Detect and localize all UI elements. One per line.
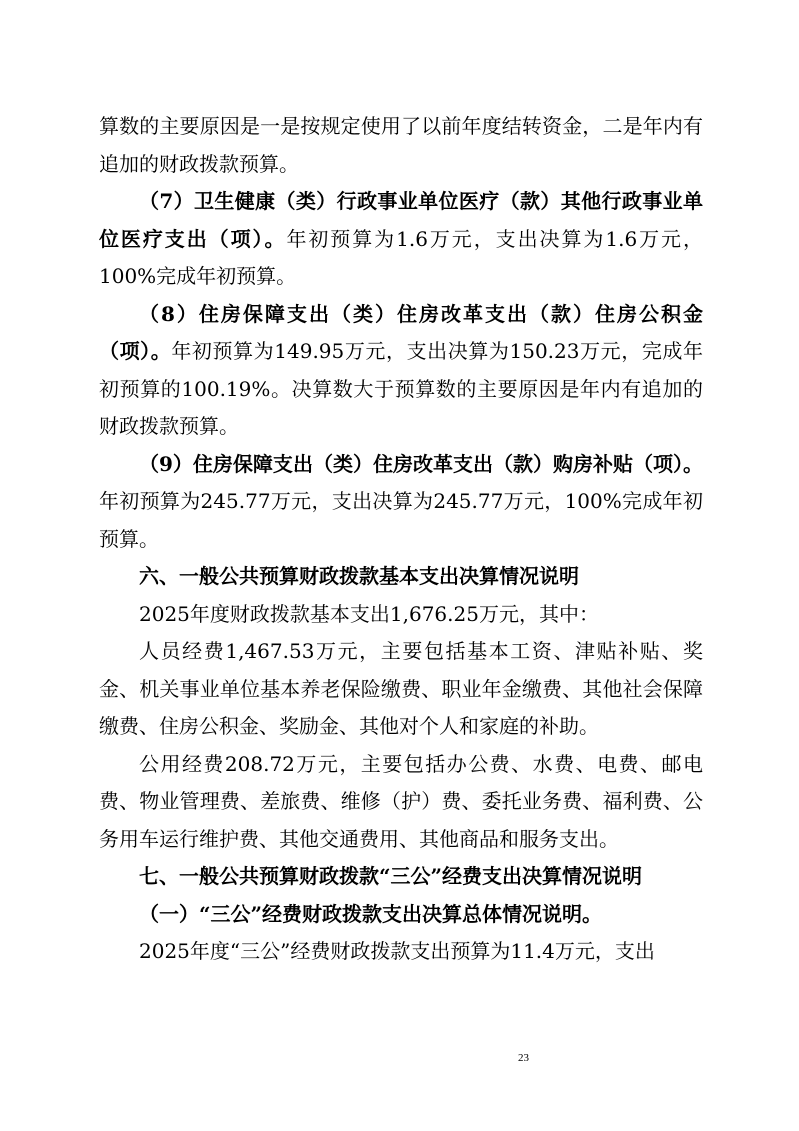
paragraph-three-public-budget: 2025年度“三公”经费财政拨款支出预算为11.4万元，支出: [139, 939, 655, 963]
paragraph-public-expense: 公用经费208.72万元，主要包括办公费、水费、电费、邮电费、物业管理费、差旅费、维修（护）费、委托业务费、福利费、公务用车运行维护费、其他交通费用、其他商品和服务支出。: [99, 751, 703, 851]
paragraph-item-9: [99, 446, 703, 559]
document-body: [99, 108, 703, 971]
section-heading-6: 六、一般公共预算财政拨款基本支出决算情况说明: [139, 564, 579, 588]
item-8-title: （8）住房保障支出（类）住房改革支出（款）住房公积金（项）。: [99, 301, 703, 363]
item-8-body: 年初预算为149.95万元，支出决算为150.23万元，完成年初预算的100.19%。决算数大于预算数的主要原因是年内有追加的财政拨款预算。: [99, 339, 703, 438]
page-number: 23: [518, 1052, 529, 1064]
paragraph-item-7: [99, 183, 703, 296]
item-9-title: （9）住房保障支出（类）住房改革支出（款）购房补贴（项）。: [139, 451, 703, 476]
item-7-body: 年初预算为1.6万元，支出决算为1.6万元，100%完成年初预算。: [99, 226, 703, 288]
paragraph-basic-expense-total: 2025年度财政拨款基本支出1,676.25万元，其中：: [139, 601, 599, 626]
item-9-body: 年初预算为245.77万元，支出决算为245.77万元，100%完成年初预算。: [99, 489, 703, 551]
item-7-title: （7）卫生健康（类）行政事业单位医疗（款）其他行政事业单位医疗支出（项）。: [99, 189, 703, 251]
paragraph-personnel-expense: 人员经费1,467.53万元，主要包括基本工资、津贴补贴、奖金、机关事业单位基本养老保险缴费、职业年金缴费、其他社会保障缴费、住房公积金、奖励金、其他对个人和家庭的补助。: [99, 639, 703, 738]
subsection-heading-7-1: （一）“三公”经费财政拨款支出决算总体情况说明。: [139, 901, 603, 926]
section-heading-7: 七、一般公共预算财政拨款“三公”经费支出决算情况说明: [139, 864, 643, 888]
paragraph-continuation: 算数的主要原因是一是按规定使用了以前年度结转资金，二是年内有追加的财政拨款预算。: [99, 114, 703, 176]
paragraph-item-8: [99, 296, 703, 446]
